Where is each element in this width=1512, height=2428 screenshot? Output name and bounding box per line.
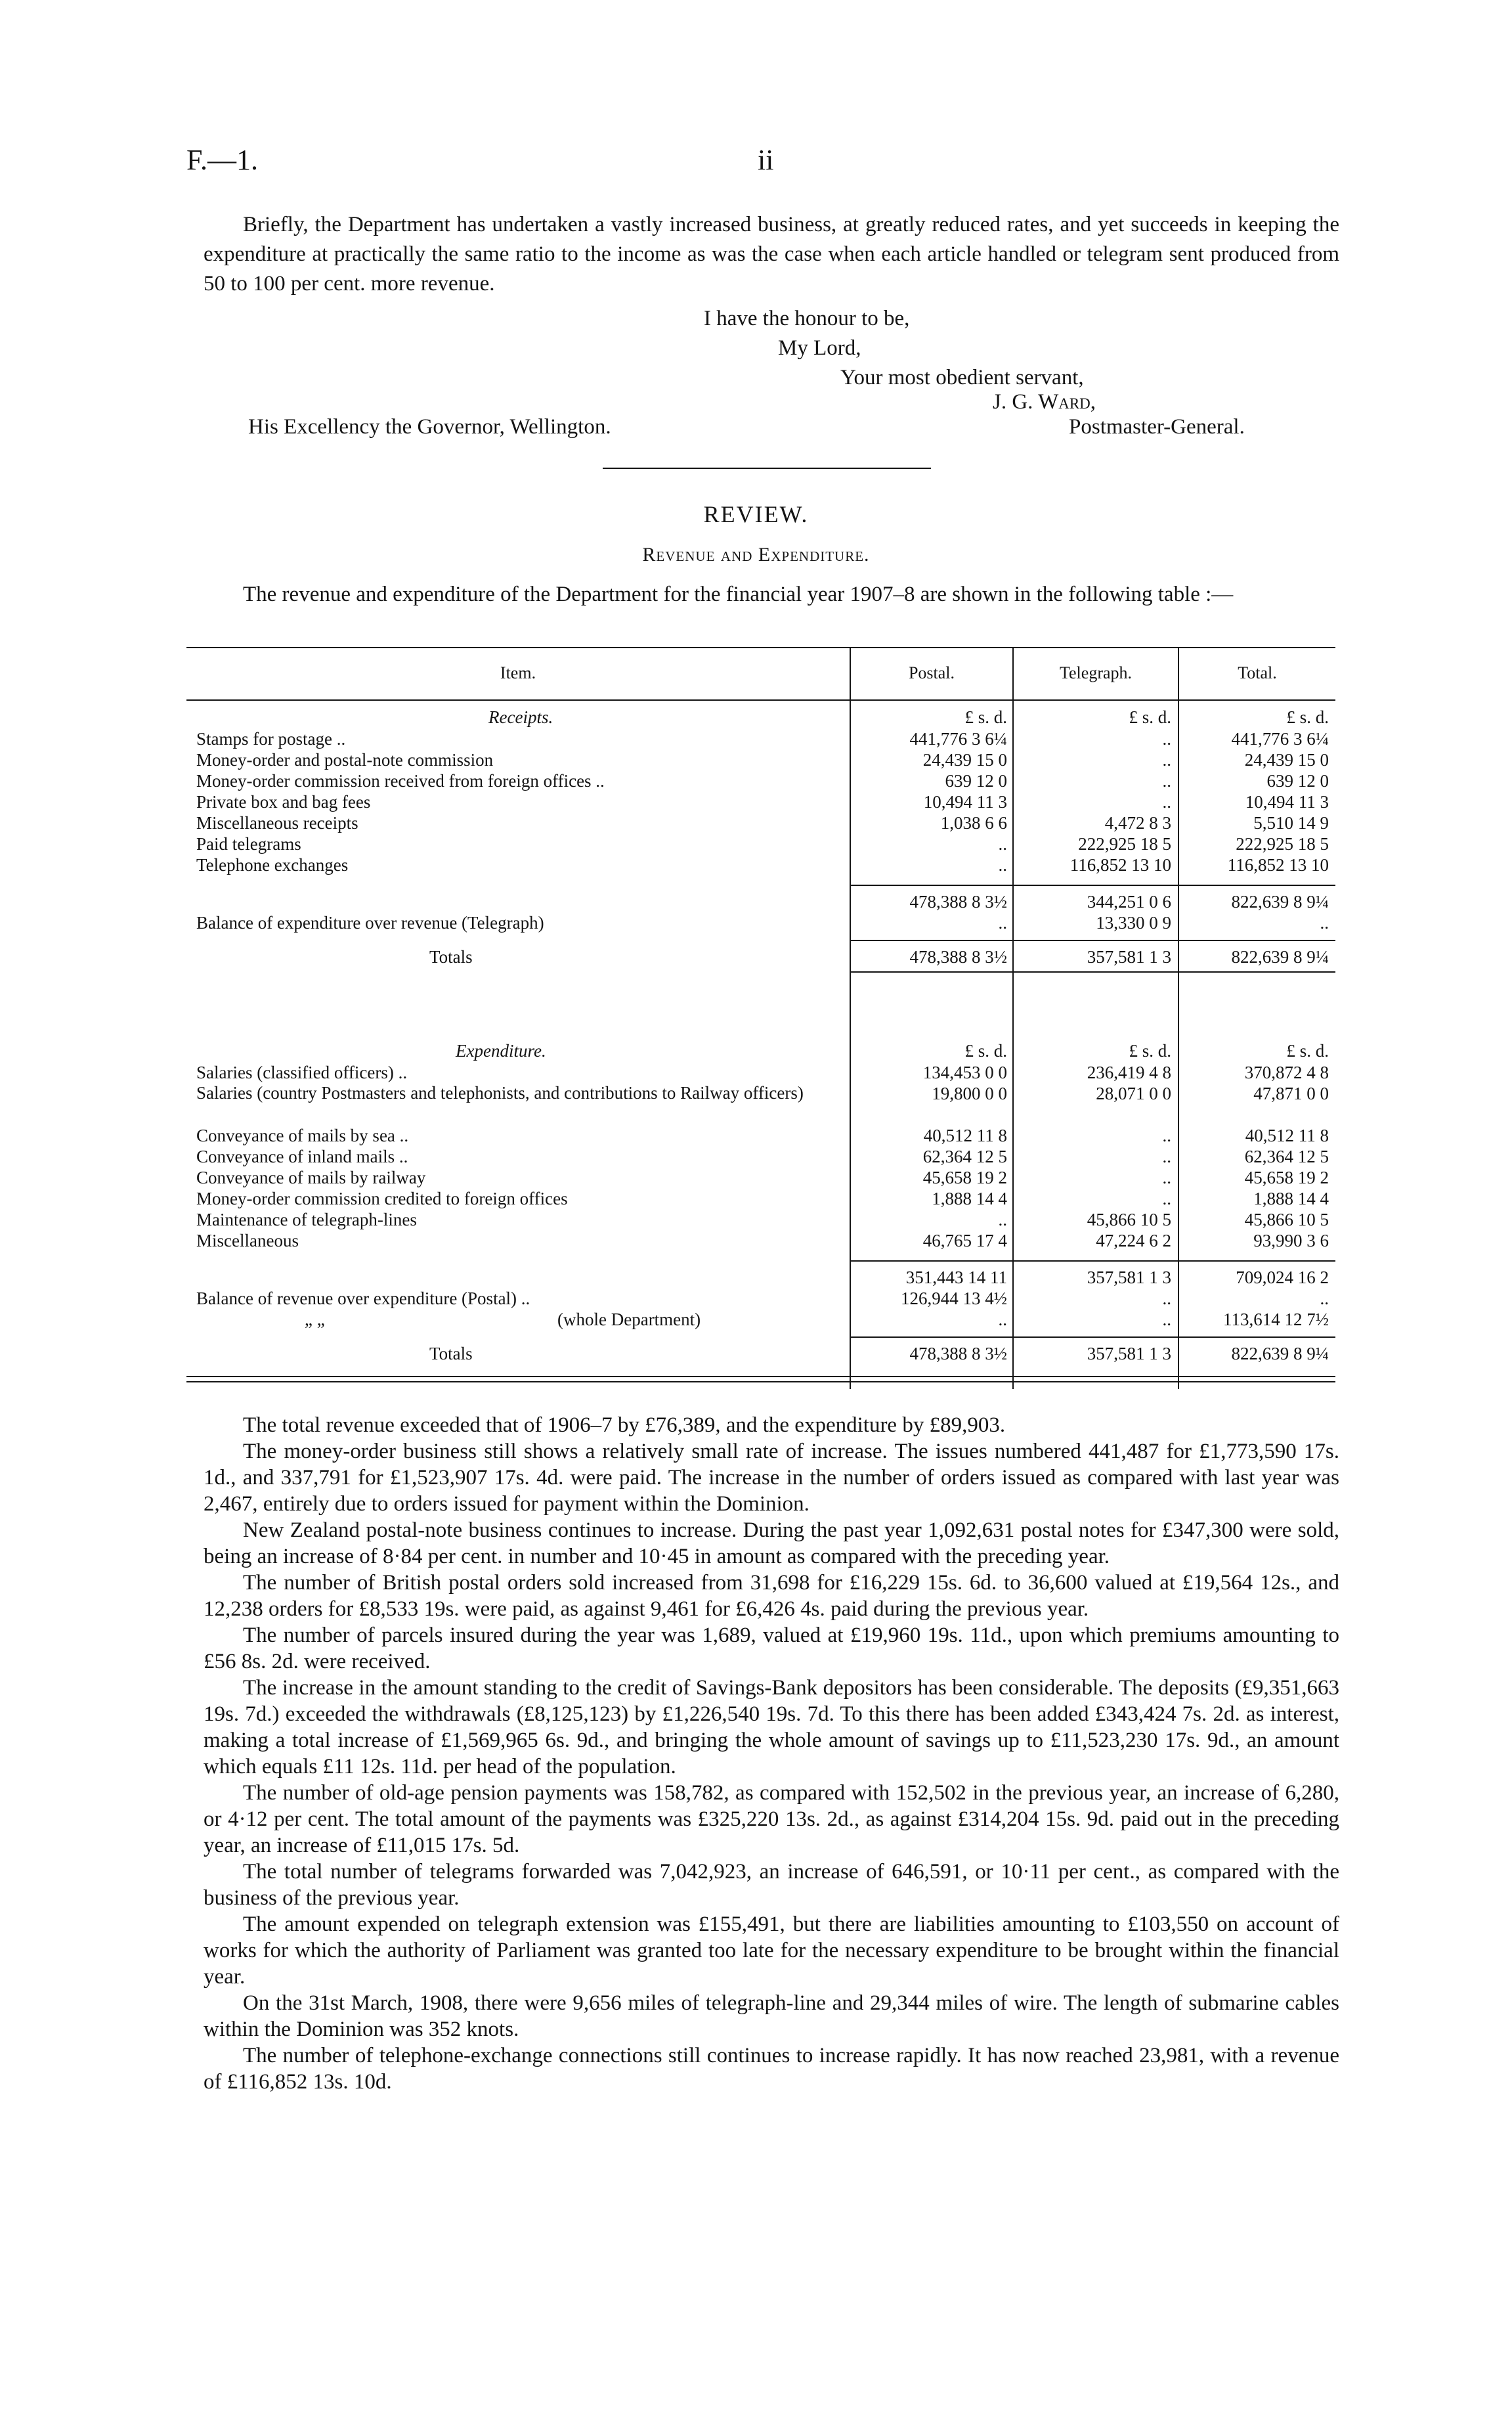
row-label: Balance of expenditure over revenue (Telegraph) xyxy=(196,913,544,933)
row-label: Miscellaneous receipts xyxy=(196,813,358,833)
table-row xyxy=(186,833,1335,854)
table-row xyxy=(186,791,1335,812)
body-paragraph: The number of old-age pension payments was 158,782, as compared with 152,502 in the previous year, an increase of 6,280, or 4·12 per cent. The total amount of the payments was £325,220 13s. 2d., as against £314,204 15s. 9d. paid out in the preceding year, an increase of £11,015 17s. 5d. xyxy=(204,1781,1339,1857)
body-paragraph: The increase in the amount standing to the credit of Savings-Bank depositors has been considerable. The deposits (£9,351,663 19s. 7d.) exceeded the withdrawals (£8,125,123) by £1,226,540 19s. 7d. To this there has been added £343,424 7s. 2d. as interest, making a total increase of £1,569,965 6s. 9d., and bringing the whole amount of savings up to £11,523,230 17s. 9d., an amount which equals £11 12s. 11d. per head of the population. xyxy=(204,1676,1339,1778)
postal-value: 45,658 19 2 xyxy=(922,1168,1007,1187)
totals-rule xyxy=(850,940,1335,941)
telegraph-value: 116,852 13 10 xyxy=(1069,855,1171,875)
page-header xyxy=(186,143,1335,189)
page-number: ii xyxy=(758,144,774,176)
row-label: Conveyance of inland mails .. xyxy=(196,1147,408,1166)
expenditure-subheading: Expenditure. xyxy=(456,1041,546,1061)
expenditure-balance-department-row xyxy=(186,1309,1335,1330)
total-value: 10,494 11 3 xyxy=(1245,792,1329,812)
letter-closing-2: My Lord, xyxy=(778,336,861,360)
document-reference: F.—1. xyxy=(186,144,258,176)
row-label: Conveyance of mails by railway xyxy=(196,1168,426,1187)
telegraph-value: .. xyxy=(1162,1310,1171,1329)
total-value: .. xyxy=(1320,913,1329,933)
letter-signature: J. G. Ward, xyxy=(993,390,1096,414)
table-row xyxy=(186,728,1335,749)
telegraph-value: 28,071 0 0 xyxy=(1096,1084,1171,1103)
row-label: Money-order commission received from foreign offices .. xyxy=(196,771,605,791)
table-row xyxy=(186,1167,1335,1188)
body-paragraph: New Zealand postal-note business continues to increase. During the past year 1,092,631 postal notes for £347,300 were sold, being an increase of 8·84 per cent. in number and 10·45 in amount as compared with the preceding year. xyxy=(204,1518,1339,1568)
telegraph-value: 344,251 0 6 xyxy=(1087,892,1171,912)
telegraph-value: .. xyxy=(1162,1168,1171,1187)
total-value: 370,872 4 8 xyxy=(1244,1063,1329,1082)
total-value: 40,512 11 8 xyxy=(1245,1126,1329,1145)
postal-value: .. xyxy=(998,913,1007,933)
telegraph-value: 45,866 10 5 xyxy=(1087,1210,1171,1229)
column-header-postal: Postal. xyxy=(908,663,955,682)
total-value: 222,925 18 5 xyxy=(1236,834,1329,854)
row-label: Stamps for postage .. xyxy=(196,729,346,749)
telegraph-value: .. xyxy=(1162,792,1171,812)
telegraph-value: .. xyxy=(1162,1189,1171,1208)
table-row xyxy=(186,1188,1335,1209)
row-label: Money-order commission credited to foreign offices xyxy=(196,1189,568,1208)
total-value: 93,990 3 6 xyxy=(1253,1231,1329,1250)
row-label: Miscellaneous xyxy=(196,1231,299,1250)
total-value: 5,510 14 9 xyxy=(1253,813,1329,833)
table-header-rule xyxy=(186,699,1335,701)
row-label: Maintenance of telegraph-lines xyxy=(196,1210,417,1229)
postal-value: .. xyxy=(998,855,1007,875)
telegraph-value: .. xyxy=(1162,750,1171,770)
row-label: Paid telegrams xyxy=(196,834,301,854)
body-paragraph: The amount expended on telegraph extension was £155,491, but there are liabilities amounting to £103,550 on account of works for which the authority of Parliament was granted too late for the necessary expenditure to be brought within the financial year. xyxy=(204,1912,1339,1989)
telegraph-value: 4,472 8 3 xyxy=(1104,813,1171,833)
table-bottom-rule xyxy=(186,1376,1335,1377)
body-paragraph: The total number of telegrams forwarded was 7,042,923, an increase of 646,591, or 10·11 per cent., as compared with the business of the previous year. xyxy=(204,1860,1339,1910)
body-paragraph: The number of telephone-exchange connections still continues to increase rapidly. It has now reached 23,981, with a revenue of £116,852 13s. 10d. xyxy=(204,2044,1339,2094)
total-value: 822,639 8 9¼ xyxy=(1231,947,1329,967)
total-value: 47,871 0 0 xyxy=(1253,1084,1329,1103)
row-label: Balance of revenue over expenditure (Postal) .. xyxy=(196,1289,530,1308)
row-label: Telephone exchanges xyxy=(196,855,349,875)
column-header-item: Item. xyxy=(500,663,536,682)
table-row xyxy=(186,1146,1335,1167)
body-paragraph: The money-order business still shows a relatively small rate of increase. The issues numbered 441,487 for £1,773,590 17s. 1d., and 337,791 for £1,523,907 17s. 4d. were paid. The increase in the number of orders issued as compared with last year was 2,467, entirely due to orders issued for payment within the Dominion. xyxy=(204,1440,1339,1516)
total-value: 24,439 15 0 xyxy=(1244,750,1329,770)
table-bottom-rule xyxy=(186,1381,1335,1382)
letter-closing-3: Your most obedient servant, xyxy=(840,366,1084,389)
expenditure-totals-row xyxy=(186,1343,1335,1364)
total-value: 62,364 12 5 xyxy=(1244,1147,1329,1166)
telegraph-value: .. xyxy=(1162,1289,1171,1308)
units-telegraph: £ s. d. xyxy=(1129,707,1171,727)
total-value: 1,888 14 4 xyxy=(1253,1189,1329,1208)
body-paragraph: The number of parcels insured during the year was 1,689, valued at £19,960 19s. 11d., upon which premiums amounting to £56 8s. 2d. were received. xyxy=(204,1623,1339,1673)
table-row xyxy=(186,1209,1335,1230)
table-row xyxy=(186,812,1335,833)
section-divider xyxy=(603,468,931,469)
total-value: 822,639 8 9¼ xyxy=(1231,1344,1329,1363)
receipts-subheading: Receipts. xyxy=(488,707,553,727)
body-paragraph: The total revenue exceeded that of 1906–7 by £76,389, and the expenditure by £89,903. xyxy=(243,1413,1006,1437)
review-body xyxy=(204,1412,1339,2095)
telegraph-value: .. xyxy=(1162,1126,1171,1145)
postal-value: .. xyxy=(998,834,1007,854)
ditto-marks: „ „ xyxy=(305,1310,325,1329)
postal-value: 478,388 8 3½ xyxy=(909,947,1007,967)
review-intro-paragraph: The revenue and expenditure of the Department for the financial year 1907–8 are shown in the following table :— xyxy=(243,583,1234,606)
receipts-totals-row xyxy=(186,946,1335,967)
total-value: 45,866 10 5 xyxy=(1244,1210,1329,1229)
telegraph-value: 47,224 6 2 xyxy=(1096,1231,1171,1250)
telegraph-value: 222,925 18 5 xyxy=(1078,834,1171,854)
total-value: 441,776 3 6¼ xyxy=(1231,729,1329,749)
telegraph-value: 357,581 1 3 xyxy=(1087,1344,1171,1363)
telegraph-value: 357,581 1 3 xyxy=(1087,947,1171,967)
total-value: 113,614 12 7½ xyxy=(1223,1310,1329,1329)
postal-value: 441,776 3 6¼ xyxy=(909,729,1007,749)
table-row xyxy=(186,1230,1335,1251)
letter-intro-paragraph: Briefly, the Department has undertaken a vastly increased business, at greatly reduced rates, and yet succeeds in keeping the expenditure at practically the same ratio to the income as was the case when each article handled or telegram sent produced from 50 to 100 per cent. more revenue. xyxy=(204,213,1339,296)
postal-value: 46,765 17 4 xyxy=(922,1231,1007,1250)
postal-value: 10,494 11 3 xyxy=(923,792,1007,812)
units-telegraph: £ s. d. xyxy=(1129,1041,1171,1061)
receipts-subtotal-row xyxy=(186,891,1335,912)
row-label: Conveyance of mails by sea .. xyxy=(196,1126,409,1145)
postal-value: 1,038 6 6 xyxy=(940,813,1007,833)
letter-signatory-title: Postmaster-General. xyxy=(1069,415,1245,439)
table-row xyxy=(186,770,1335,791)
table-row xyxy=(186,1062,1335,1083)
subtotal-rule xyxy=(850,885,1335,886)
units-postal: £ s. d. xyxy=(964,1041,1007,1061)
postal-value: .. xyxy=(998,1310,1007,1329)
telegraph-value: .. xyxy=(1162,1147,1171,1166)
telegraph-value: .. xyxy=(1162,771,1171,791)
expenditure-subtotal-row xyxy=(186,1267,1335,1288)
units-total: £ s. d. xyxy=(1286,1041,1329,1061)
table-row xyxy=(186,1083,1335,1124)
postal-value: 62,364 12 5 xyxy=(922,1147,1007,1166)
row-label: Salaries (country Postmasters and telephonists, and contributions to Railway officers) xyxy=(196,1083,804,1103)
postal-value: 478,388 8 3½ xyxy=(909,892,1007,912)
row-label: Salaries (classified officers) .. xyxy=(196,1063,408,1082)
expenditure-balance-postal-row xyxy=(186,1288,1335,1309)
units-total: £ s. d. xyxy=(1286,707,1329,727)
postal-value: 24,439 15 0 xyxy=(922,750,1007,770)
row-label: Totals xyxy=(429,947,473,967)
letter-addressee: His Excellency the Governor, Wellington. xyxy=(248,415,611,439)
table-row xyxy=(186,1125,1335,1146)
total-value: 709,024 16 2 xyxy=(1236,1268,1329,1287)
telegraph-value: 357,581 1 3 xyxy=(1087,1268,1171,1287)
total-value: 116,852 13 10 xyxy=(1227,855,1329,875)
total-value: 639 12 0 xyxy=(1266,771,1329,791)
postal-value: 639 12 0 xyxy=(945,771,1007,791)
row-label: Private box and bag fees xyxy=(196,792,371,812)
postal-value: 478,388 8 3½ xyxy=(909,1344,1007,1363)
telegraph-value: 236,419 4 8 xyxy=(1087,1063,1171,1082)
letter-closing-1: I have the honour to be, xyxy=(704,307,910,330)
subtotal-rule xyxy=(850,1260,1335,1262)
totals-rule xyxy=(850,1336,1335,1338)
telegraph-value: .. xyxy=(1162,729,1171,749)
postal-value: 40,512 11 8 xyxy=(923,1126,1007,1145)
table-row xyxy=(186,749,1335,770)
body-paragraph: On the 31st March, 1908, there were 9,656 miles of telegraph-line and 29,344 miles of wire. The length of submarine cables within the Dominion was 352 knots. xyxy=(204,1991,1339,2041)
row-label: Money-order and postal-note commission xyxy=(196,750,494,770)
receipts-balance-row xyxy=(186,912,1335,933)
total-value: 822,639 8 9¼ xyxy=(1231,892,1329,912)
total-value: 45,658 19 2 xyxy=(1244,1168,1329,1187)
telegraph-value: 13,330 0 9 xyxy=(1096,913,1171,933)
row-label: (whole Department) xyxy=(557,1310,701,1329)
units-postal: £ s. d. xyxy=(964,707,1007,727)
postal-value: 134,453 0 0 xyxy=(922,1063,1007,1082)
postal-value: 19,800 0 0 xyxy=(932,1084,1007,1103)
postal-value: .. xyxy=(998,1210,1007,1229)
review-title: REVIEW. xyxy=(703,501,809,527)
row-label: Totals xyxy=(429,1344,473,1363)
postal-value: 351,443 14 11 xyxy=(905,1268,1007,1287)
table-row xyxy=(186,854,1335,875)
postal-value: 1,888 14 4 xyxy=(932,1189,1007,1208)
column-header-telegraph: Telegraph. xyxy=(1059,663,1133,682)
postal-value: 126,944 13 4½ xyxy=(901,1289,1007,1308)
body-paragraph: The number of British postal orders sold increased from 31,698 for £16,229 15s. 6d. to 36,600 valued at £19,564 12s., and 12,238 orders for £8,533 19s. were paid, as against 9,461 for £6,426 4s. paid during the previous year. xyxy=(204,1571,1339,1621)
column-header-total: Total. xyxy=(1238,663,1277,682)
totals-rule xyxy=(850,971,1335,973)
review-subtitle: Revenue and Expenditure. xyxy=(642,544,870,565)
total-value: .. xyxy=(1320,1289,1329,1308)
